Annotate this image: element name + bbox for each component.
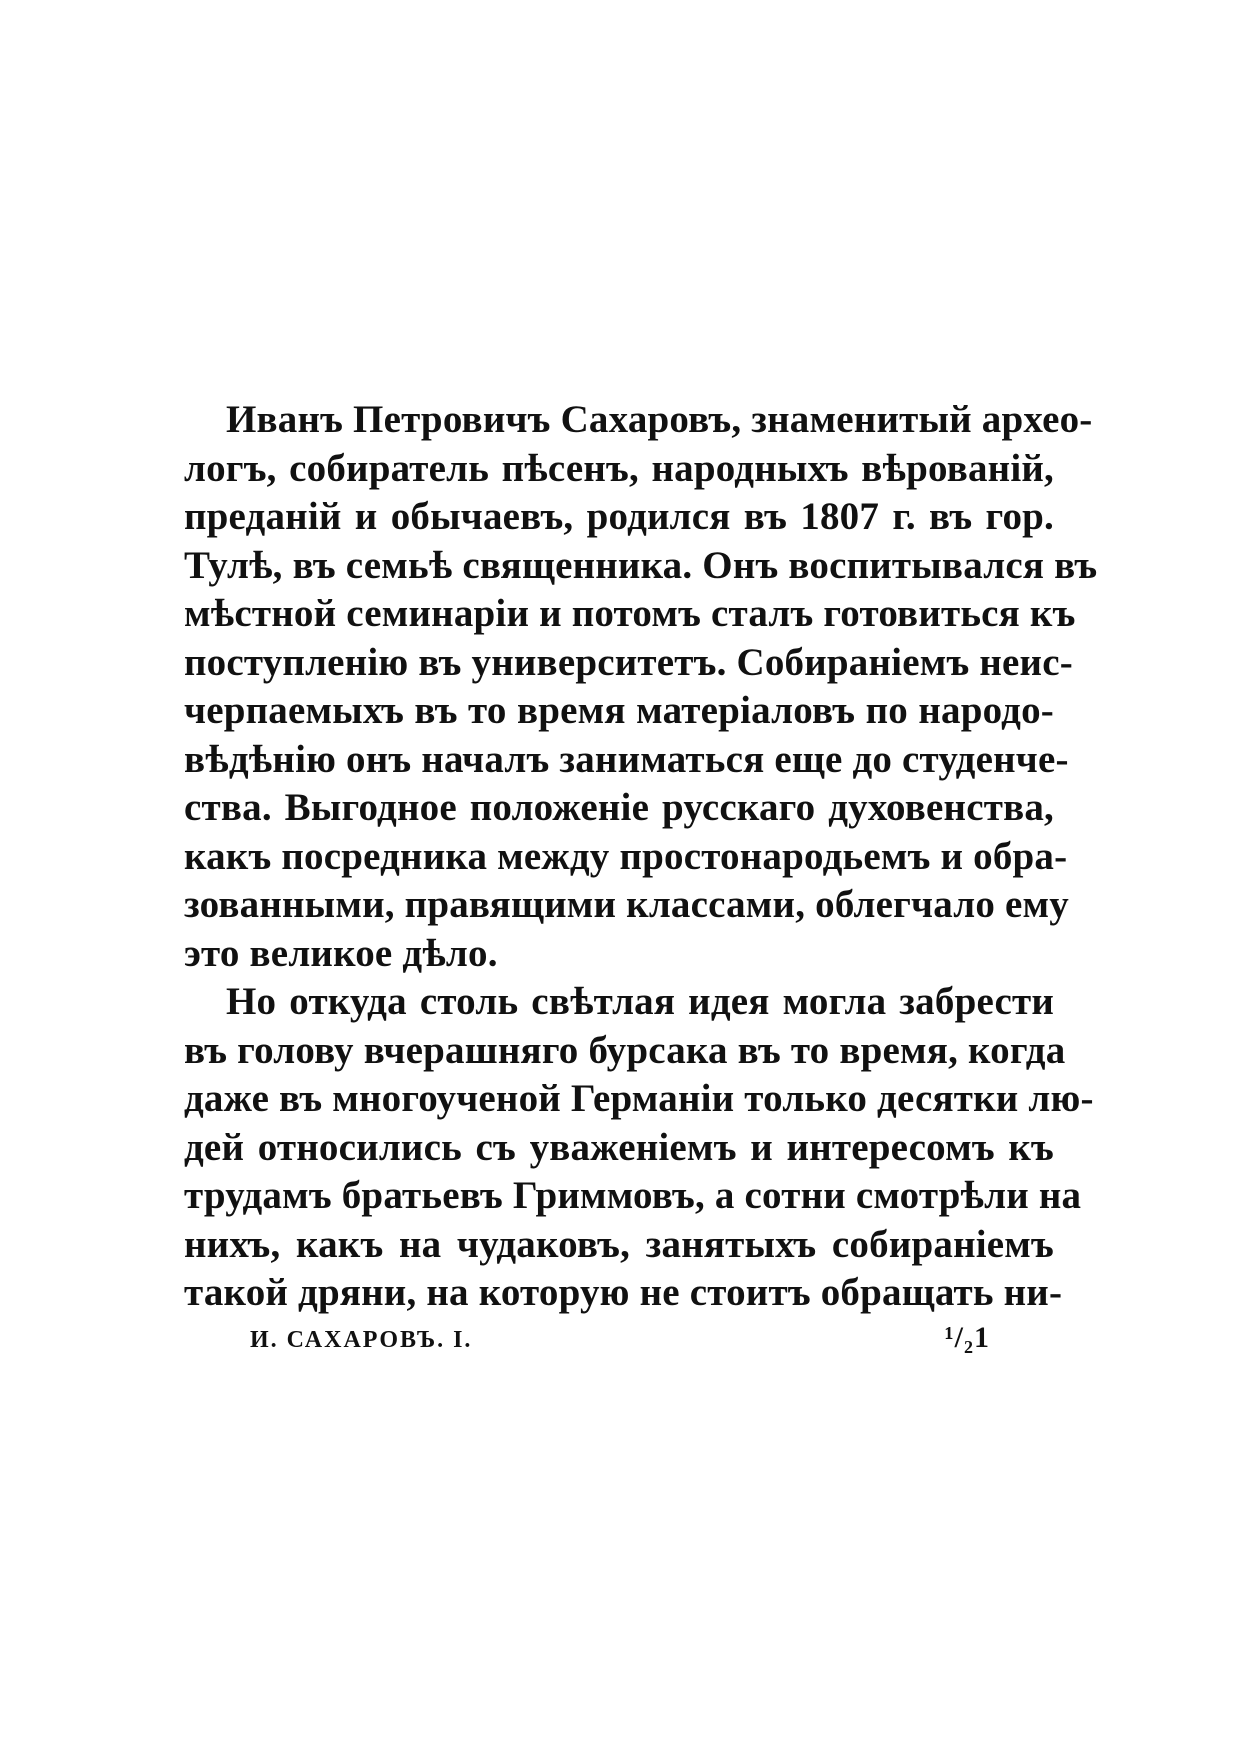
- text-line: какъ посредника между простонародьемъ и обра-: [184, 834, 1068, 878]
- text-line: черпаемыхъ въ то время матеріаловъ по народо-: [184, 689, 1054, 732]
- text-line: такой дряни, на которую не стоитъ обращать ни-: [184, 1271, 1063, 1314]
- text-line: вѣдѣнію онъ началъ заниматься еще до студенче-: [184, 737, 1069, 781]
- text-line: поступленію въ университетъ. Собираніемъ неис-: [184, 640, 1073, 684]
- text-line: дей относились съ уваженіемъ и интересомъ къ: [184, 1125, 1054, 1169]
- text-line: логъ, собиратель пѣсенъ, народныхъ вѣрованій,: [184, 446, 1054, 490]
- text-line: трудамъ братьевъ Гриммовъ, а сотни смотрѣли на: [184, 1174, 1082, 1217]
- text-line: ства. Выгодное положеніе русскаго духовенства,: [184, 786, 1054, 829]
- text-line: въ голову вчерашняго бурсака въ то время, когда: [184, 1028, 1066, 1072]
- text-line: преданій и обычаевъ, родился въ 1807 г. въ гор.: [184, 495, 1054, 538]
- printers-signature: И. САХАРОВЪ. I.: [250, 1327, 473, 1353]
- text-line: Тулѣ, въ семьѣ священника. Онъ воспитывался въ: [184, 543, 1098, 587]
- text-line: Иванъ Петровичъ Сахаровъ, знаменитый архео-: [226, 398, 1093, 441]
- text-line: это великое дѣло.: [184, 931, 498, 975]
- text-line: зованными, правящими классами, облегчало ему: [184, 883, 1070, 926]
- text-line: нихъ, какъ на чудаковъ, занятыхъ собираніемъ: [184, 1222, 1054, 1266]
- text-line: даже въ многоученой Германіи только десятки лю-: [184, 1077, 1094, 1120]
- body-text: [184, 396, 1098, 1318]
- sheet-number: ¹/₂1: [944, 1321, 990, 1354]
- text-line: мѣстной семинаріи и потомъ сталъ готовиться къ: [184, 592, 1076, 635]
- text-line: Но откуда столь свѣтлая идея могла забрести: [226, 980, 1054, 1023]
- paragraph-2: [184, 978, 1094, 1318]
- paragraph-1: [184, 396, 1098, 978]
- page-footer: [250, 1321, 990, 1367]
